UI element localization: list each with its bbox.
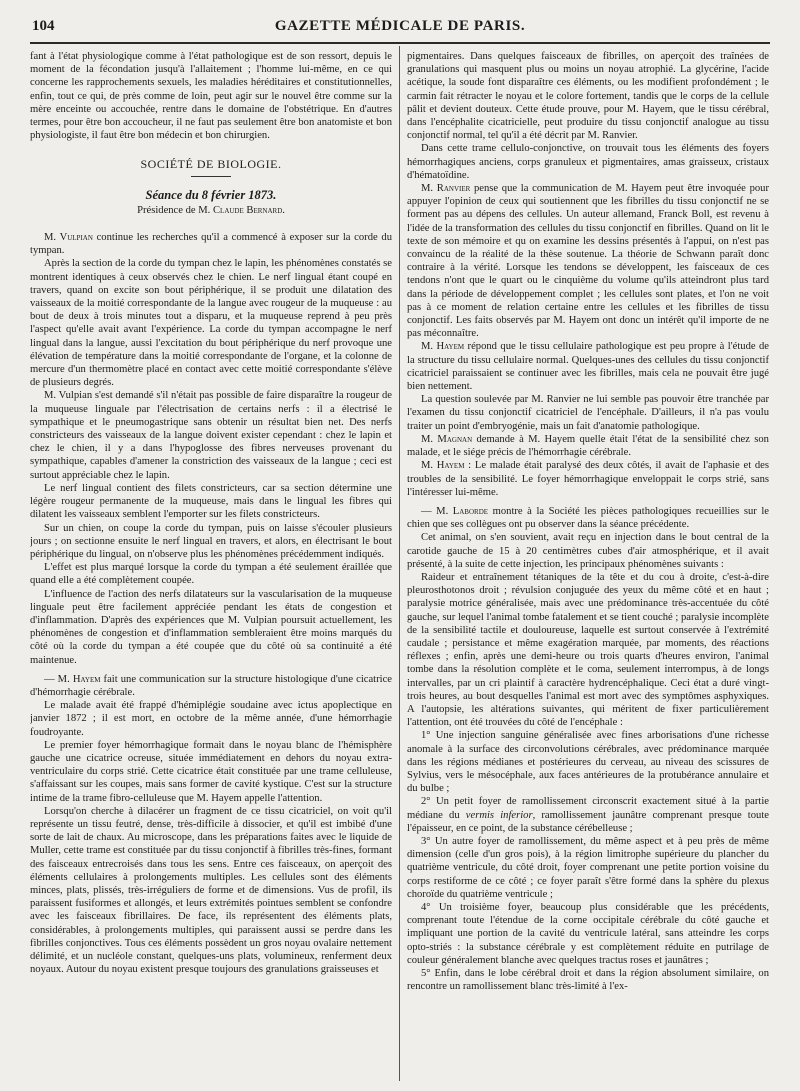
list-item: 4° Un troisième foyer, beaucoup plus considérable que les précédents, comprenant toute l'étendue de la corne occipitale cérébrale du côté gauche et impliquant une portion de la cavité du ventricule latéral, sans atteindre les corps opto-striés : la substance cérébrale y est complètement réduite en putrilage de couleur généralement blanche avec quelques tractus roses et jaunâtres ; (407, 902, 769, 966)
paragraph: Le malade avait été frappé d'hémiplégie soudaine avec ictus apoplectique en janvier 1872 ; il est mort, en octobre de la même année, d'une hémorrhagie foudroyante. (30, 700, 392, 738)
presidence-suffix: . (282, 204, 285, 216)
paragraph: M. Vulpian continue les recherches qu'il a commencé à exposer sur la corde du tympan. (30, 232, 392, 257)
running-title: GAZETTE MÉDICALE DE PARIS. (274, 18, 526, 34)
paragraph: L'influence de l'action des nerfs dilatateurs sur la vascularisation de la muqueuse linguale peut être facilement appréciée pendant les états de congestion et d'inflammation. D'après des expériences que M. Vulpian poursuit actuellement, les phénomènes de congestion et d'inflammation sembleraient être moins marqués du côté où la corde du tympan a été coupée que du côté où sa continuité a été maintenue. (30, 588, 392, 666)
paragraph: M. Magnan demande à M. Hayem quelle était l'état de la sensibilité chez son malade, et le siége précis de l'hémorrhagie cérébrale. (407, 433, 769, 459)
paragraph: Dans cette trame cellulo-conjonctive, on trouvait tous les éléments des foyers hémorrhagiques anciens, corps granuleux et pigmentaires, amas graisseux, cristaux d'hématoïdine. (407, 143, 769, 181)
paragraph: M. Ranvier pense que la communication de M. Hayem peut être invoquée pour appuyer l'opinion de ceux qui soutiennent que les fibrilles du tissu conjonctif ne se forment pas au dépens des cellules. Un auteur allemand, Franck Boll, est revenu à l'idée de la transformation des cellules du tissu conjonctif en fibrilles. Quand on lit le texte de son mémoire et qu on examine les dessins présentés à l'appui, on n'est pas convaincu de la réalité de la thèse soutenue. La théorie de Schwann paraît donc contraire à la vérité. Lorsque les tendons se développent, les faisceaux de ces tendons n'ont que le quart ou le cinquième du volume qu'ils atteindront plus tard dans la période de développement complet ; les cellules sont plates, et l'on ne voit pas à ce moment de relation certaine entre les cellules et les fibrilles de tissu conjonctif. Les faits observés par M. Hayem ont donc un intérêt qu'il importe de ne pas méconnaître. (407, 183, 769, 340)
paragraph: Le premier foyer hémorrhagique formait dans le noyau blanc de l'hémisphère gauche une cicatrice ocreuse, située immédiatement en dehors du noyau extra-ventriculaire du corps strié. Cette cicatrice était constituée par une trame celluleuse, s'affaissant sur les coupes, mais sans former de cavité kystique. C'est sur la structure intime de la trame fibro-celluleuse que M. Hayem appelle l'attention. (30, 739, 392, 804)
speaker-name: — M. Hayem (44, 673, 101, 685)
president-name: Claude Bernard (212, 204, 283, 216)
presidence-prefix: Présidence de M. (137, 204, 213, 216)
paragraph: — M. Laborde montre à la Société les pièces pathologiques recueillies sur le chien que ses collègues ont pu observer dans la séance précédente. (407, 505, 769, 531)
paragraph: pigmentaires. Dans quelques faisceaux de fibrilles, on aperçoit des traînées de granulations qui masquent plus ou moins un noyau atrophié. La glycérine, l'acide acétique, la soude font disparaître ces éléments, ou les modifient profondément ; le carmin fait rétracter le noyau et le colore fortement, tandis que le corps de la cellule pâlit et devient douteux. Cette étude prouve, pour M. Hayem, que le tissu cérébral, dans l'encéphalite cicatricielle, peut produire du tissu conjonctif analogue au tissu conjonctif normal, tel qu'il a été décrit par M. Ranvier. (407, 51, 769, 142)
speaker-name: M. Vulpian (44, 232, 93, 244)
speaker-name: M. Hayem (421, 460, 465, 472)
column-divider (399, 46, 400, 1081)
list-item: 3° Un autre foyer de ramollissement, du même aspect et à peu près de même dimension (celle d'un gros pois), à la région limitrophe supérieure du plancher du quatrième ventricule, du côté droit, foyer comprenant une petite portion voisine du corps restiforme de ce côté ; ce foyer paraît s'être formé dans la sphère du plexus choroïde du quatrième ventricule ; (407, 835, 769, 900)
list-item: 1° Une injection sanguine généralisée avec fines arborisations d'une richesse anomale à la surface des circonvolutions cérébrales, avec prédominance marquée dans les régions médianes et postérieures du cerveau, au niveau des scissures de Sylvius, vers le mésocéphale, aux faces antérieures de la protubérance annulaire et du bulbe ; (407, 730, 769, 795)
speaker-name: — M. Laborde (421, 505, 489, 517)
paragraph: L'effet est plus marqué lorsque la corde du tympan a été seulement éraillée que quand elle a été complètement coupée. (30, 562, 392, 587)
presidence-line (30, 204, 392, 217)
society-heading: SOCIÉTÉ DE BIOLOGIE. (140, 157, 282, 172)
intro-paragraph: fant à l'état physiologique comme à l'état pathologique est de son ressort, depuis le moment de la fécondation jusqu'à l'allaitement ; l'homme lui-même, en ce qui concerne les rapprochements sexuels, les maladies héréditaires et constitutionnelles, enfin, tout ce qui, de près comme de loin, peut agir sur le nouvel être comme sur la mère enceinte ou accouchée, rentre dans le domaine de l'obstétrique. En d'autres termes, pour être bon accoucheur, il ne faut pas seulement être bon anatomiste et bon physiologiste, il faut être bon médecin et bon chirurgien. (30, 51, 392, 142)
page-number: 104 (32, 18, 55, 34)
heading-rule (191, 176, 231, 177)
speaker-name: M. Hayem (421, 341, 465, 353)
paragraph: M. Vulpian s'est demandé s'il n'était pas possible de faire disparaître la rougeur de la muqueuse linguale par l'électrisation de certains nerfs : il a électrisé le sympathique et le pneumogastrique sans obtenir un résultat bien net. Des nerfs constricteurs des vaisseaux de la langue doivent exister cependant : chez le lapin et chez le chien, il y a dans l'hypoglosse des fibres nerveuses provenant du sympathique, capables d'amener la constriction des vaisseaux de la langue ; ceci est surtout appréciable chez le lapin. (30, 390, 392, 481)
list-item: 5° Enfin, dans le lobe cérébral droit et dans la région absolument similaire, on rencontre un ramollissement blanc très-limité à l'ex- (407, 968, 769, 993)
seance-title: Séance du 8 février 1873. (145, 187, 277, 202)
paragraph: Le nerf lingual contient des filets constricteurs, car sa section détermine une légère rougeur permanente de la muqueuse, mais dans le lingual les fibres qui dilatent les vaisseaux semblent l'emporter sur les filets constricteurs. (30, 482, 392, 521)
paragraph: — M. Hayem fait une communication sur la structure histologique d'une cicatrice d'hémorrhagie cérébrale. (30, 673, 392, 698)
running-header (30, 14, 770, 44)
paragraph: Raideur et entraînement tétaniques de la tête et du cou à droite, c'est-à-dire pleurosthotonos droit ; révulsion conjuguée des yeux du même côté et en haut ; paralysie motrice généralisée, mais avec une prédominance très-accentuée du côté gauche, sur lequel l'animal tombe fatalement et se tient couché ; paralysie incomplète de la sensibilité tactile et douloureuse, laquelle est surtout conservée à l'extrémité caudale ; persistance et même exagération marquée, par moments, des réactions réflexes ; enfin, après une demi-heure ou trois quarts d'heures environ, l'animal tombe dans la résolution complète et le coma, seulement interrompus, à de longs intervalles, par un cri plaintif à caractère hydrencéphalique. Ceci état a duré vingt-trois heures, au bout desquelles l'animal est mort avec des symptômes asphyxiques. A l'autopsie, les altérations suivantes, qui méritent de fixer particulièrement l'attention, ont été trouvées du côté de l'encéphale : (407, 571, 769, 729)
paragraph: Sur un chien, on coupe la corde du tympan, puis on laisse s'écouler plusieurs jours ; on sectionne ensuite le nerf lingual en travers, et alors, en électrisant le bout périphérique du lingual, on n'observe plus les phénomènes précédemment indiqués. (30, 522, 392, 560)
speaker-name: M. Ranvier (421, 183, 471, 195)
paragraph: Lorsqu'on cherche à dilacérer un fragment de ce tissu cicatriciel, on voit qu'il représente un tissu feutré, dense, très-difficile à dissocier, et qu'il est imbibé d'une sorte de lait de chaux. Au microscope, dans les préparations faites avec le liquide de Muller, cette trame est constituée par du tissu conjonctif à fibrilles très-fines, formant des faisceaux entrecroisés dans tous les sens. Entre ces faisceaux, on aperçoit des éléments cellulaires à prolongements multiples. Les cellules sont des éléments minces, plats, plissés, très-irréguliers de forme et de dimensions. Vus de profil, ils paraissent fusiformes et allongés, et leurs extrémités pointues semblent se confondre avec les faisceaux fibrillaires. De face, ils représentent des éléments plats, considérables, à prolongements multiples, qui paraissent aussi se perdre dans les fibrilles conjonctives. Tous ces éléments possèdent un gros noyau ovalaire nettement délimité, et un nucléole constant, quelques-uns plats, volumineux, renferment deux noyaux. Autour du noyau existent presque toujours des granulations graisseuses et (30, 805, 392, 976)
list-item: 2° Un petit foyer de ramollissement circonscrit exactement situé à la partie médiane du vermis inferior, ramollissement jaunâtre comprenant presque toute l'épaisseur, en ce point, de la substance cérébelleuse ; (407, 796, 769, 834)
paragraph: Cet animal, on s'en souvient, avait reçu en injection dans le bout central de la carotide gauche de 15 à 20 centimètres cubes d'air atmosphérique, et il avait présenté, à la suite de cette injection, les principaux phénomènes suivants : (407, 532, 769, 570)
paragraph: M. Hayem : Le malade était paralysé des deux côtés, il avait de l'aphasie et des troubles de la sensibilité. Le foyer hémorrhagique enveloppait le corps strié, sans l'intéresser lui-même. (407, 460, 769, 498)
paragraph: La question soulevée par M. Ranvier ne lui semble pas pouvoir être tranchée par l'examen du tissu conjonctif cicatriciel de l'encéphale. D'ailleurs, il n'a pas voulu traiter un point d'embryogénie, mais un fait d'anatomie pathologique. (407, 394, 769, 432)
right-column (407, 50, 769, 1080)
left-column (30, 50, 392, 1080)
paragraph: M. Hayem répond que le tissu cellulaire pathologique est peu propre à l'étude de la structure du tissu cellulaire normal. Quelques-unes des cellules du tissu conjonctif cicatriciel paraissaient se continuer avec les fibrilles, mais cela ne pouvait être jugé bien nettement. (407, 341, 769, 393)
paragraph: Après la section de la corde du tympan chez le lapin, les phénomènes constatés se montrent identiques à ceux observés chez le chien. Le nerf lingual étant coupé en travers, quand on excite son bout périphérique, il se produit une dilatation des vaisseaux de la moitié correspondante de la langue avec rougeur de la muqueuse : au bout de deux à trois minutes tout a disparu, et la muqueuse reprend à peu près l'aspect qu'elle avait avant l'expérience. La corde du tympan accompagne le nerf lingual dans la langue, aussi l'excitation du bout périphérique du nerf provoque une élévation de température dans la moitié correspondante de l'organe, et la colonne de mercure d'un thermomètre placé en contact avec cette moitié correspondante s'élève de plusieurs degrés. (30, 258, 392, 389)
speaker-name: M. Magnan (421, 433, 473, 445)
